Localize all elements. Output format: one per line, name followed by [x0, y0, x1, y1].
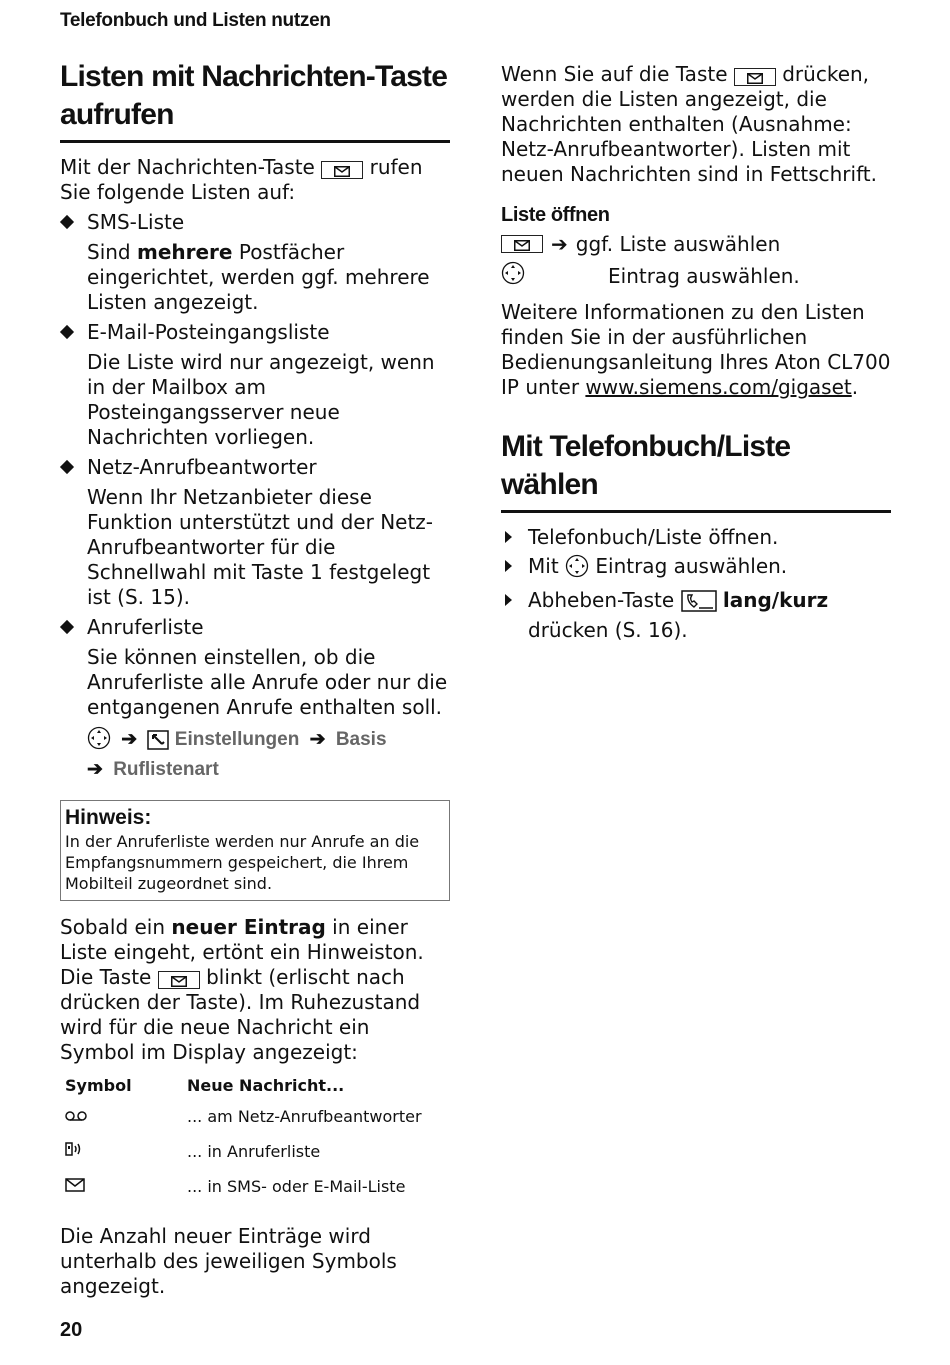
table-cell: ... am Netz-Anrufbeantworter	[187, 1107, 422, 1126]
action-step-text: ggf. Liste auswählen	[575, 231, 781, 256]
list-item-title: Anruferliste	[87, 615, 204, 639]
left-column	[60, 58, 450, 1299]
table-cell: ... in SMS- oder E-Mail-Liste	[187, 1177, 406, 1196]
message-key-icon	[321, 161, 363, 179]
note-text: In der Anruferliste werden nur Anrufe an die Empfangsnummern gespeichert, die Ihrem Mobilteil zugeordnet sind.	[65, 832, 420, 893]
triangle-bullet-icon	[505, 560, 512, 572]
arrow-icon: ➔	[309, 729, 326, 750]
note-title: Hinweis:	[65, 806, 152, 829]
table-header-row	[60, 1071, 422, 1099]
intro-text-b: rufen Sie folgende Listen auf:	[60, 155, 423, 204]
table-row	[60, 1099, 422, 1134]
table-row	[60, 1134, 422, 1169]
list-item-sms	[60, 210, 450, 235]
call-key-icon	[681, 590, 717, 618]
action-step-2	[501, 260, 891, 292]
table-header: Neue Nachricht...	[187, 1075, 345, 1095]
section-heading-listen: Listen mit Nachrichten-Taste aufrufen	[60, 58, 450, 143]
control-key-icon	[565, 554, 589, 584]
menu-item-ruflistenart: Ruflistenart	[113, 759, 219, 780]
dial-step-1: Telefonbuch/Liste öffnen.	[501, 525, 891, 550]
triangle-bullet-icon	[505, 594, 512, 606]
envelope-icon	[65, 1177, 85, 1196]
new-entry-paragraph: Sobald ein neuer Eintrag in einer Liste eingeht, ertönt ein Hinweiston. Die Taste blinkt (erlischt nach drücken der Taste). Im Ruhezustand wird für die neue Nachricht ein Symbol im Display angezeigt:	[60, 915, 424, 1064]
triangle-bullet-icon	[505, 531, 512, 543]
arrow-icon: ➔	[87, 759, 103, 780]
intro-paragraph	[60, 155, 450, 205]
menu-path	[60, 726, 450, 782]
note-box	[60, 800, 450, 901]
right-intro-paragraph: Wenn Sie auf die Taste drücken, werden die Listen angezeigt, die Nachrichten enthalten (Ausnahme: Netz-Anrufbeantworter). Listen mit neuen Nachrichten sind in Fettschrift.	[501, 62, 877, 186]
voicemail-icon	[65, 1107, 87, 1126]
list-item-voicemail	[60, 455, 450, 480]
action-step-1	[501, 228, 891, 260]
siemens-link[interactable]: www.siemens.com/gigaset	[585, 375, 852, 399]
list-item-title: E-Mail-Posteingangsliste	[87, 320, 330, 344]
list-item-calllist	[60, 615, 450, 640]
arrow-icon: ➔	[121, 729, 138, 750]
diamond-bullet-icon	[60, 620, 74, 634]
missed-call-icon	[65, 1142, 85, 1161]
list-item-desc: Wenn Ihr Netzanbieter diese Funktion unterstützt und der Netz-Anrufbeantworter für die Schnellwahl mit Taste 1 festgelegt ist (S. 15).	[87, 485, 434, 609]
list-item-desc: Die Liste wird nur angezeigt, wenn in der Mailbox am Posteingangsserver neue Nachrichten vorliegen.	[87, 350, 435, 449]
list-item-desc: Sie können einstellen, ob die Anruferliste alle Anrufe oder nur die entgangenen Anrufe enthalten soll.	[87, 645, 448, 719]
right-column	[501, 62, 891, 647]
page-number: 20	[60, 1319, 83, 1341]
control-key-icon	[501, 261, 608, 291]
diamond-bullet-icon	[60, 215, 74, 229]
settings-menu-icon	[147, 730, 169, 757]
dial-step-2: Mit Eintrag auswählen.	[501, 554, 891, 584]
message-key-icon	[158, 971, 200, 989]
list-item-title: SMS-Liste	[87, 210, 185, 234]
arrow-icon: ➔	[551, 231, 568, 256]
menu-item-einstellungen: Einstellungen	[174, 729, 300, 750]
table-cell: ... in Anruferliste	[187, 1142, 321, 1161]
list-item-email	[60, 320, 450, 345]
subheading-liste-oeffnen: Liste öffnen	[501, 204, 610, 226]
closing-paragraph: Die Anzahl neuer Einträge wird unterhalb des jeweiligen Symbols angezeigt.	[60, 1224, 397, 1298]
intro-text-a: Mit der Nachrichten-Taste	[60, 155, 315, 179]
table-row	[60, 1169, 422, 1204]
section-heading-waehlen: Mit Telefonbuch/Liste wählen	[501, 428, 891, 513]
message-key-icon	[734, 68, 776, 86]
more-info-paragraph: Weitere Informationen zu den Listen finden Sie in der ausführlichen Bedienungsanleitung Ihres Aton CL700 IP unter www.siemens.com/gigaset.	[501, 300, 891, 399]
dial-step-3: Abheben-Taste lang/kurz drücken (S. 16).	[501, 588, 891, 643]
symbol-table	[60, 1071, 422, 1204]
diamond-bullet-icon	[60, 460, 74, 474]
action-step-text: Eintrag auswählen.	[608, 263, 800, 288]
list-item-title: Netz-Anrufbeantworter	[87, 455, 317, 479]
page-header: Telefonbuch und Listen nutzen	[60, 10, 331, 31]
control-key-icon	[87, 726, 111, 757]
message-key-icon	[501, 235, 543, 253]
list-item-desc: Sind mehrere Postfächer eingerichtet, werden ggf. mehrere Listen angezeigt.	[87, 240, 430, 314]
menu-item-basis: Basis	[335, 729, 387, 750]
dial-steps	[501, 525, 891, 643]
diamond-bullet-icon	[60, 325, 74, 339]
table-header: Symbol	[65, 1075, 132, 1095]
